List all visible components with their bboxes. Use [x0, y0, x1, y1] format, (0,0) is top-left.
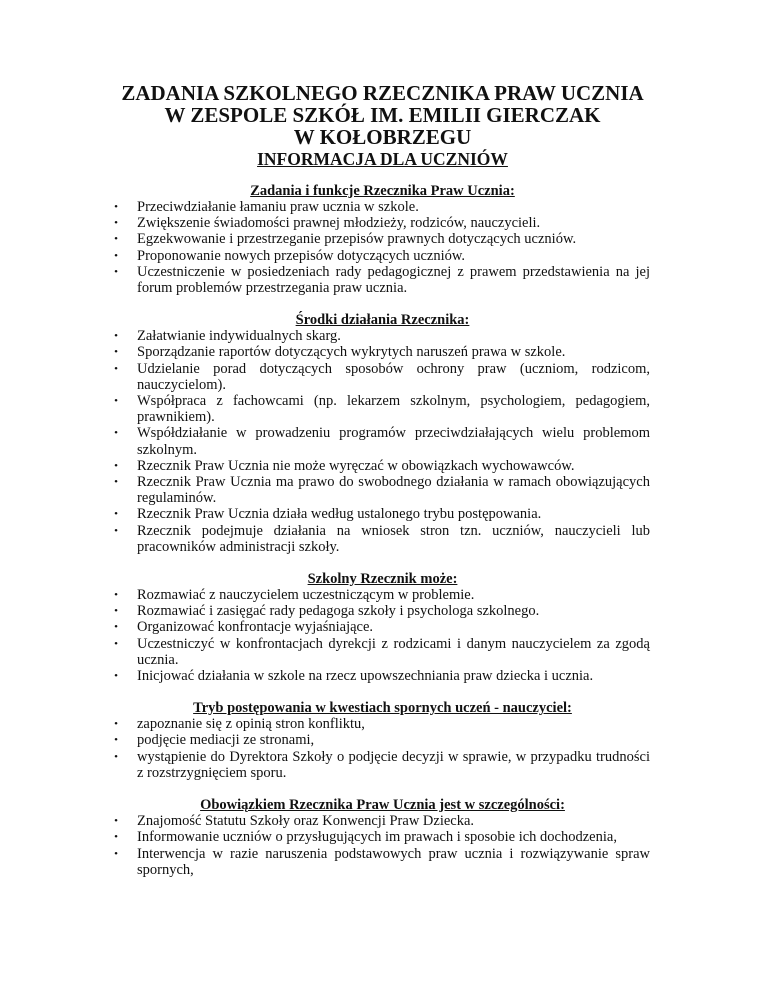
bullet-list	[115, 716, 650, 781]
list-item	[115, 328, 650, 344]
list-item	[115, 716, 650, 732]
list-item-text: Załatwianie indywidualnych skarg.	[137, 328, 341, 345]
bullet-icon: •	[114, 201, 118, 213]
list-item	[115, 603, 650, 619]
bullet-icon: •	[114, 847, 118, 860]
list-item-text: Inicjować działania w szkole na rzecz upowszechniania praw dziecka i ucznia.	[137, 668, 594, 685]
bullet-icon: •	[114, 362, 118, 375]
bullet-icon: •	[114, 459, 118, 472]
bullet-list	[115, 813, 650, 878]
list-item	[115, 619, 650, 635]
bullet-icon: •	[114, 815, 118, 828]
section	[115, 700, 650, 781]
bullet-list	[115, 328, 650, 555]
section-spacer	[115, 684, 650, 700]
section-spacer	[115, 296, 650, 312]
list-item-text: wystąpienie do Dyrektora Szkoły o podjęcie decyzji w sprawie, w przypadku trudności z rozstrzygnięciem sporu.	[137, 748, 650, 781]
list-item-text: Rzecznik Praw Ucznia nie może wyręczać w obowiązkach wychowawców.	[137, 457, 575, 474]
list-item	[115, 264, 650, 296]
list-item-text: Rozmawiać i zasięgać rady pedagoga szkoły i psychologa szkolnego.	[137, 603, 540, 620]
bullet-icon: •	[114, 589, 118, 602]
list-item	[115, 425, 650, 457]
list-item-text: Rzecznik Praw Ucznia działa według ustalonego trybu postępowania.	[137, 506, 542, 523]
list-item	[115, 829, 650, 845]
list-item	[115, 846, 650, 878]
list-item	[115, 732, 650, 748]
list-item	[115, 668, 650, 684]
bullet-icon: •	[114, 265, 118, 278]
list-item	[115, 587, 650, 603]
document-title	[115, 82, 650, 148]
list-item	[115, 393, 650, 425]
list-item-text: Proponowanie nowych przepisów dotyczących uczniów.	[137, 247, 466, 264]
list-item-text: Znajomość Statutu Szkoły oraz Konwencji Praw Dziecka.	[137, 813, 475, 830]
bullet-list	[115, 199, 650, 296]
list-item	[115, 344, 650, 360]
list-item	[115, 813, 650, 829]
title-line: ZADANIA SZKOLNEGO RZECZNIKA PRAW UCZNIA	[121, 81, 644, 105]
section-heading: Tryb postępowania w kwestiach spornych uczeń - nauczyciel:	[193, 700, 572, 717]
bullet-list	[115, 587, 650, 684]
title-line: W KOŁOBRZEGU	[293, 125, 472, 149]
bullet-icon: •	[114, 605, 118, 618]
bullet-icon: •	[114, 508, 118, 521]
list-item	[115, 231, 650, 247]
list-item	[115, 506, 650, 522]
title-line: W ZESPOLE SZKÓŁ IM. EMILII GIERCZAK	[164, 103, 601, 127]
list-item-text: Organizować konfrontacje wyjaśniające.	[137, 619, 374, 636]
list-item-text: Współpraca z fachowcami (np. lekarzem szkolnym, psychologiem, pedagogiem, prawnikiem).	[137, 393, 650, 426]
section-spacer	[115, 555, 650, 571]
list-item-text: Rzecznik podejmuje działania na wniosek stron tzn. uczniów, nauczycieli lub pracowników administracji szkoły.	[137, 522, 650, 555]
list-item-text: Uczestniczyć w konfrontacjach dyrekcji z rodzicami i danym nauczycielem za zgodą ucznia.	[137, 635, 650, 668]
list-item-text: Egzekwowanie i przestrzeganie przepisów prawnych dotyczących uczniów.	[137, 231, 577, 248]
bullet-icon: •	[114, 718, 118, 731]
section	[115, 571, 650, 684]
bullet-icon: •	[114, 637, 118, 650]
bullet-icon: •	[114, 217, 118, 230]
list-item-text: Uczestniczenie w posiedzeniach rady pedagogicznej z prawem przedstawienia na jej forum problemów przestrzegania praw ucznia.	[137, 263, 650, 297]
section-heading: Środki działania Rzecznika:	[295, 312, 470, 329]
section	[115, 312, 650, 555]
list-item-text: Zwiększenie świadomości prawnej młodzieży, rodziców, nauczycieli.	[137, 215, 541, 232]
document-subtitle: INFORMACJA DLA UCZNIÓW	[257, 149, 508, 169]
bullet-icon: •	[114, 670, 118, 683]
list-item-text: Rzecznik Praw Ucznia ma prawo do swobodnego działania w ramach obowiązujących regulaminów.	[137, 474, 650, 507]
list-item-text: Interwencja w razie naruszenia podstawowych praw ucznia i rozwiązywanie spraw spornych,	[137, 845, 650, 878]
bullet-icon: •	[114, 476, 118, 489]
bullet-icon: •	[114, 427, 118, 440]
bullet-icon: •	[114, 621, 118, 634]
bullet-icon: •	[114, 233, 118, 246]
list-item-text: Sporządzanie raportów dotyczących wykrytych naruszeń prawa w szkole.	[137, 344, 566, 361]
bullet-icon: •	[114, 734, 118, 747]
list-item-text: Przeciwdziałanie łamaniu praw ucznia w szkole.	[137, 199, 419, 215]
bullet-icon: •	[114, 524, 118, 537]
list-item-text: Udzielanie porad dotyczących sposobów ochrony praw (uczniom, rodzicom, nauczycielom).	[137, 360, 650, 393]
section-heading: Obowiązkiem Rzecznika Praw Ucznia jest w szczególności:	[200, 797, 565, 814]
list-item-text: Rozmawiać z nauczycielem uczestniczącym w problemie.	[137, 587, 475, 604]
list-item	[115, 199, 650, 215]
bullet-icon: •	[114, 249, 118, 262]
list-item	[115, 749, 650, 781]
sections-container	[115, 183, 650, 878]
bullet-icon: •	[114, 395, 118, 408]
list-item	[115, 361, 650, 393]
bullet-icon: •	[114, 750, 118, 763]
list-item	[115, 474, 650, 506]
list-item	[115, 215, 650, 231]
list-item	[115, 636, 650, 668]
list-item	[115, 248, 650, 264]
bullet-icon: •	[114, 346, 118, 359]
list-item-text: podjęcie mediacji ze stronami,	[137, 732, 315, 749]
list-item-text: Informowanie uczniów o przysługujących im prawach i sposobie ich dochodzenia,	[137, 829, 617, 846]
list-item-text: zapoznanie się z opinią stron konfliktu,	[137, 716, 365, 733]
section-heading: Szkolny Rzecznik może:	[307, 571, 458, 588]
section-heading: Zadania i funkcje Rzecznika Praw Ucznia:	[250, 183, 515, 199]
bullet-icon: •	[114, 831, 118, 844]
section	[115, 797, 650, 878]
section	[115, 183, 650, 296]
section-spacer	[115, 781, 650, 797]
list-item-text: Współdziałanie w prowadzeniu programów przeciwdziałających wielu problemom szkolnym.	[137, 425, 650, 458]
bullet-icon: •	[114, 330, 118, 343]
list-item	[115, 458, 650, 474]
list-item	[115, 523, 650, 555]
